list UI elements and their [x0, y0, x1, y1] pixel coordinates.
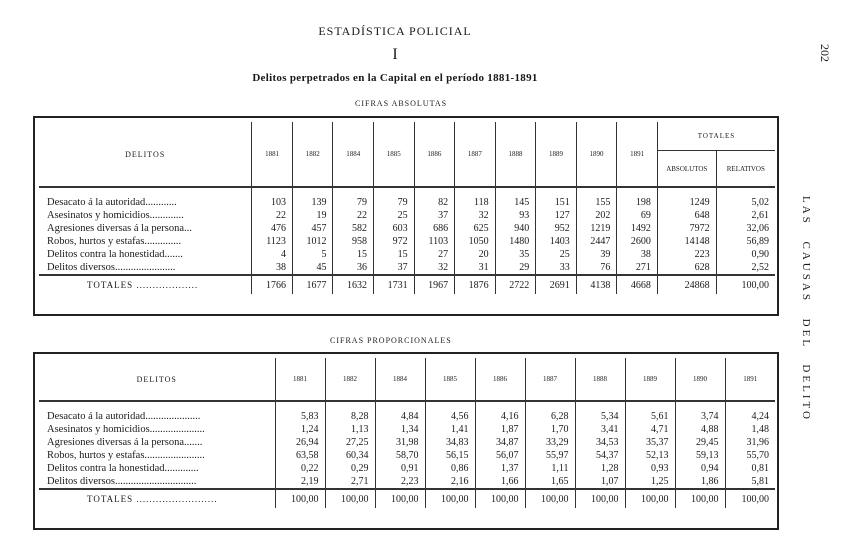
cell: 25 — [536, 248, 577, 261]
cell: 15 — [374, 248, 415, 261]
totals-row — [39, 275, 775, 294]
cell: 1,13 — [325, 423, 375, 436]
column-header-year: 1882 — [325, 358, 375, 401]
row-label: Delitos contra la honestidad............. — [47, 463, 199, 474]
cell: 33,29 — [525, 436, 575, 449]
table-caption: Delitos perpetrados en la Capital en el período 1881-1891 — [252, 72, 538, 84]
cell: 100,00 — [325, 489, 375, 508]
cell: 19 — [292, 209, 333, 222]
cell: 76 — [576, 261, 617, 275]
cell: 6,28 — [525, 401, 575, 423]
column-header-totales: TOTALES — [657, 122, 775, 151]
row-label: Asesinatos y homicidios............. — [47, 210, 184, 221]
column-header-year: 1887 — [455, 122, 496, 187]
column-header-year: 1881 — [252, 122, 293, 187]
cell: 24868 — [657, 275, 716, 294]
cell: 0,86 — [425, 462, 475, 475]
column-header-absolutos: ABSOLUTOS — [657, 151, 716, 187]
table-row — [39, 248, 775, 261]
cell: 63,58 — [275, 449, 325, 462]
cell: 100,00 — [575, 489, 625, 508]
cell: 31,98 — [375, 436, 425, 449]
cell: 686 — [414, 222, 455, 235]
cell: 100,00 — [375, 489, 425, 508]
cell: 223 — [657, 248, 716, 261]
cell: 202 — [576, 209, 617, 222]
cell: 1,87 — [475, 423, 525, 436]
row-label: Delitos diversos....................... — [47, 262, 176, 273]
row-label: Delitos diversos............................... — [47, 476, 197, 487]
cell: 82 — [414, 187, 455, 209]
cell: 103 — [252, 187, 293, 209]
table-row — [39, 462, 775, 475]
cell: 1249 — [657, 187, 716, 209]
cell: 603 — [374, 222, 415, 235]
cell: 457 — [292, 222, 333, 235]
cell: 37 — [374, 261, 415, 275]
cell: 1876 — [455, 275, 496, 294]
cell: 1632 — [333, 275, 374, 294]
cell: 35 — [495, 248, 536, 261]
table-row — [39, 401, 775, 423]
cell: 79 — [374, 187, 415, 209]
cell: 4138 — [576, 275, 617, 294]
cell: 56,07 — [475, 449, 525, 462]
cell: 34,87 — [475, 436, 525, 449]
column-header-year: 1889 — [625, 358, 675, 401]
cell: 55,97 — [525, 449, 575, 462]
cell: 3,74 — [675, 401, 725, 423]
totals-label: TOTALES ................... — [39, 275, 252, 294]
cell: 0,22 — [275, 462, 325, 475]
cell: 1012 — [292, 235, 333, 248]
cell: 1731 — [374, 275, 415, 294]
cell: 628 — [657, 261, 716, 275]
cell: 32,06 — [716, 222, 775, 235]
cell: 0,91 — [375, 462, 425, 475]
table-row — [39, 475, 775, 489]
cell: 2,19 — [275, 475, 325, 489]
cell: 4,24 — [725, 401, 775, 423]
cell: 4,56 — [425, 401, 475, 423]
cell: 26,94 — [275, 436, 325, 449]
cell: 39 — [576, 248, 617, 261]
cell: 27 — [414, 248, 455, 261]
cell: 1766 — [252, 275, 293, 294]
cell: 972 — [374, 235, 415, 248]
cell: 1219 — [576, 222, 617, 235]
cell: 33 — [536, 261, 577, 275]
cell: 56,15 — [425, 449, 475, 462]
column-header-year: 1890 — [576, 122, 617, 187]
cell: 155 — [576, 187, 617, 209]
row-label: Desacato á la autoridad..................... — [47, 411, 201, 422]
cell: 100,00 — [275, 489, 325, 508]
cell: 1,41 — [425, 423, 475, 436]
cell: 100,00 — [725, 489, 775, 508]
cell: 2,52 — [716, 261, 775, 275]
cell: 31,96 — [725, 436, 775, 449]
cell: 100,00 — [675, 489, 725, 508]
cell: 60,34 — [325, 449, 375, 462]
column-header-year: 1884 — [333, 122, 374, 187]
cell: 271 — [617, 261, 658, 275]
cell: 5,02 — [716, 187, 775, 209]
cell: 36 — [333, 261, 374, 275]
cell: 1,28 — [575, 462, 625, 475]
cell: 34,83 — [425, 436, 475, 449]
section-label-proportional: CIFRAS PROPORCIONALES — [330, 336, 452, 345]
cell: 1050 — [455, 235, 496, 248]
table-row — [39, 222, 775, 235]
table-row — [39, 449, 775, 462]
cell: 1,65 — [525, 475, 575, 489]
section-number: I — [392, 46, 398, 63]
column-header-year: 1886 — [414, 122, 455, 187]
cell: 2,61 — [716, 209, 775, 222]
column-header-year: 1891 — [725, 358, 775, 401]
column-header-year: 1889 — [536, 122, 577, 187]
cell: 100,00 — [716, 275, 775, 294]
row-label: Asesinatos y homicidios..................... — [47, 424, 205, 435]
column-header-year: 1882 — [292, 122, 333, 187]
cell: 1403 — [536, 235, 577, 248]
totals-label: TOTALES ......................... — [39, 489, 275, 508]
cell: 4,71 — [625, 423, 675, 436]
column-header-year: 1891 — [617, 122, 658, 187]
totals-row — [39, 489, 775, 508]
row-label: Agresiones diversas á la persona....... — [47, 437, 203, 448]
cell: 1,34 — [375, 423, 425, 436]
cell: 52,13 — [625, 449, 675, 462]
cell: 958 — [333, 235, 374, 248]
cell: 1,07 — [575, 475, 625, 489]
cell: 5,81 — [725, 475, 775, 489]
cell: 1,66 — [475, 475, 525, 489]
cell: 38 — [617, 248, 658, 261]
cell: 0,81 — [725, 462, 775, 475]
cell: 79 — [333, 187, 374, 209]
cell: 55,70 — [725, 449, 775, 462]
column-header-year: 1881 — [275, 358, 325, 401]
cell: 1480 — [495, 235, 536, 248]
page-number: 202 — [818, 44, 832, 62]
cell: 22 — [333, 209, 374, 222]
cell: 0,94 — [675, 462, 725, 475]
cell: 1,48 — [725, 423, 775, 436]
row-label: Desacato á la autoridad............ — [47, 197, 177, 208]
cell: 59,13 — [675, 449, 725, 462]
cell: 0,29 — [325, 462, 375, 475]
column-header-relativos: RELATIVOS — [716, 151, 775, 187]
row-label: Robos, hurtos y estafas....................... — [47, 450, 205, 461]
column-header-delitos: DELITOS — [39, 122, 252, 187]
cell: 32 — [414, 261, 455, 275]
cell: 1492 — [617, 222, 658, 235]
cell: 31 — [455, 261, 496, 275]
cell: 2722 — [495, 275, 536, 294]
cell: 118 — [455, 187, 496, 209]
cell: 1967 — [414, 275, 455, 294]
cell: 625 — [455, 222, 496, 235]
cell: 37 — [414, 209, 455, 222]
cell: 1103 — [414, 235, 455, 248]
cell: 2447 — [576, 235, 617, 248]
table-row — [39, 423, 775, 436]
column-header-year: 1885 — [374, 122, 415, 187]
page-title: ESTADÍSTICA POLICIAL — [318, 24, 472, 38]
cell: 14148 — [657, 235, 716, 248]
cell: 45 — [292, 261, 333, 275]
cell: 139 — [292, 187, 333, 209]
column-header-year: 1890 — [675, 358, 725, 401]
cell: 22 — [252, 209, 293, 222]
cell: 69 — [617, 209, 658, 222]
cell: 27,25 — [325, 436, 375, 449]
cell: 1,37 — [475, 462, 525, 475]
cell: 7972 — [657, 222, 716, 235]
cell: 8,28 — [325, 401, 375, 423]
cell: 25 — [374, 209, 415, 222]
cell: 100,00 — [425, 489, 475, 508]
cell: 5,83 — [275, 401, 325, 423]
cell: 4,16 — [475, 401, 525, 423]
cell: 4,84 — [375, 401, 425, 423]
section-label-absolute: CIFRAS ABSOLUTAS — [355, 99, 448, 108]
column-header-year: 1887 — [525, 358, 575, 401]
cell: 1,25 — [625, 475, 675, 489]
cell: 20 — [455, 248, 496, 261]
cell: 4 — [252, 248, 293, 261]
row-label: Delitos contra la honestidad....... — [47, 249, 183, 260]
table-row — [39, 261, 775, 275]
cell: 3,41 — [575, 423, 625, 436]
proportional-figures-table — [33, 352, 779, 530]
column-header-year: 1888 — [495, 122, 536, 187]
cell: 952 — [536, 222, 577, 235]
row-label: Agresiones diversas á la persona... — [47, 223, 192, 234]
cell: 5,61 — [625, 401, 675, 423]
column-header-year: 1885 — [425, 358, 475, 401]
cell: 35,37 — [625, 436, 675, 449]
cell: 0,93 — [625, 462, 675, 475]
running-head: LAS CAUSAS DEL DELITO — [800, 196, 812, 422]
cell: 4668 — [617, 275, 658, 294]
cell: 56,89 — [716, 235, 775, 248]
cell: 29 — [495, 261, 536, 275]
cell: 2,71 — [325, 475, 375, 489]
column-header-delitos: DELITOS — [39, 358, 275, 401]
cell: 1123 — [252, 235, 293, 248]
cell: 58,70 — [375, 449, 425, 462]
cell: 2,16 — [425, 475, 475, 489]
cell: 127 — [536, 209, 577, 222]
cell: 1,70 — [525, 423, 575, 436]
cell: 34,53 — [575, 436, 625, 449]
cell: 32 — [455, 209, 496, 222]
cell: 100,00 — [475, 489, 525, 508]
cell: 1677 — [292, 275, 333, 294]
cell: 38 — [252, 261, 293, 275]
table-row — [39, 436, 775, 449]
cell: 476 — [252, 222, 293, 235]
table-row — [39, 235, 775, 248]
cell: 1,11 — [525, 462, 575, 475]
cell: 100,00 — [625, 489, 675, 508]
column-header-year: 1886 — [475, 358, 525, 401]
column-header-year: 1884 — [375, 358, 425, 401]
cell: 93 — [495, 209, 536, 222]
cell: 145 — [495, 187, 536, 209]
cell: 2600 — [617, 235, 658, 248]
cell: 940 — [495, 222, 536, 235]
table-row — [39, 209, 775, 222]
cell: 582 — [333, 222, 374, 235]
cell: 198 — [617, 187, 658, 209]
row-label: Robos, hurtos y estafas.............. — [47, 236, 182, 247]
cell: 100,00 — [525, 489, 575, 508]
absolute-figures-table — [33, 116, 779, 316]
cell: 5 — [292, 248, 333, 261]
cell: 29,45 — [675, 436, 725, 449]
cell: 151 — [536, 187, 577, 209]
cell: 648 — [657, 209, 716, 222]
column-header-year: 1888 — [575, 358, 625, 401]
cell: 2691 — [536, 275, 577, 294]
cell: 1,24 — [275, 423, 325, 436]
cell: 4,88 — [675, 423, 725, 436]
cell: 5,34 — [575, 401, 625, 423]
cell: 2,23 — [375, 475, 425, 489]
cell: 1,86 — [675, 475, 725, 489]
cell: 15 — [333, 248, 374, 261]
cell: 54,37 — [575, 449, 625, 462]
table-row — [39, 187, 775, 209]
cell: 0,90 — [716, 248, 775, 261]
